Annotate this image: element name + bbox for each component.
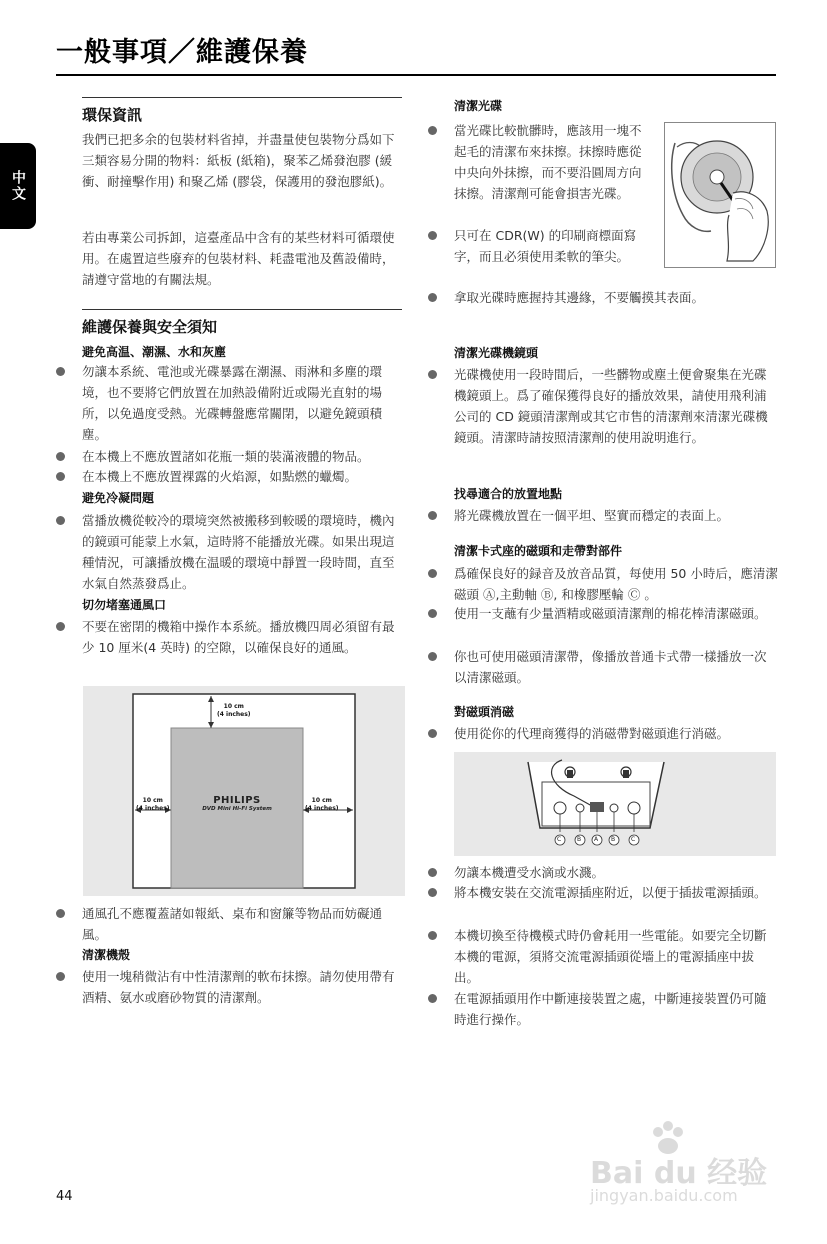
watermark-url: jingyan.baidu.com — [590, 1186, 738, 1205]
subheading-lens: 清潔光碟機鏡頭 — [454, 346, 539, 360]
fig-right-distance-inches: (4 inches) — [305, 805, 339, 812]
watermark-logo-text: Bai du 经验 — [590, 1156, 768, 1191]
subheading-tape-heads: 清潔卡式座的磁頭和走帶對部件 — [454, 544, 623, 558]
fig-left-distance: 10 cm — [142, 797, 163, 804]
tape-label-c-right: C — [631, 836, 636, 843]
fig-right-distance: 10 cm — [311, 797, 332, 804]
title-rule — [56, 74, 776, 76]
bullet-safety-1: 勿讓本機遭受水滴或水濺。 — [428, 862, 778, 883]
page-number: 44 — [56, 1189, 73, 1204]
ventilation-figure — [83, 686, 405, 896]
language-tab: 中文 — [0, 143, 36, 229]
subheading-placement: 找尋適合的放置地點 — [454, 487, 563, 501]
subheading-disc: 清潔光碟 — [454, 99, 503, 113]
bullet-heat-2: 在本機上不應放置諸如花瓶一類的裝滿液體的物品。 — [56, 446, 406, 467]
bullet-disc-2: 只可在 CDR(W) 的印刷商標面寫字，而且必須使用柔軟的筆尖。 — [428, 225, 648, 267]
bullet-safety-3: 本機切換至待機模式時仍會耗用一些電能。如要完全切斷本機的電源，須將交流電源插頭從墻上的電源插座中拔出。 — [428, 925, 778, 988]
bullet-demagnetize: 使用從你的代理商獲得的消磁帶對磁頭進行消磁。 — [428, 723, 778, 744]
section-heading-care: 維護保養與安全須知 — [82, 309, 402, 337]
bullet-lens: 光碟機使用一段時間后，一些髒物或塵土便會聚集在光碟機鏡頭上。爲了確保獲得良好的播放效果，請使用飛利浦公司的 CD 鏡頭清潔劑或其它市售的清潔劑來清潔光碟機鏡頭。清潔時請按照清潔劑的使用說明進行。 — [428, 364, 778, 448]
section-heading-environment: 環保資訊 — [82, 97, 402, 125]
subheading-demagnetize: 對磁頭消磁 — [454, 705, 515, 719]
tape-label-b-left: B — [577, 836, 582, 843]
subheading-heat: 避免高温、潮濕、水和灰塵 — [82, 345, 227, 359]
bullet-disc-3: 拿取光碟時應握持其邊緣，不要觸摸其表面。 — [428, 287, 778, 308]
tape-label-b-right: B — [611, 836, 616, 843]
bullet-disc-1: 當光碟比較骯髒時，應該用一塊不起毛的清潔布來抹擦。抹擦時應從中央向外抹擦，而不要沿圓周方向抹擦。清潔劑可能會損害光碟。 — [428, 120, 648, 204]
bullet-tape-heads-1: 爲確保良好的録音及放音品質，每使用 50 小時后，應清潔磁頭 Ⓐ,主動軸 Ⓑ, 和橡膠壓輪 Ⓒ 。 — [428, 563, 778, 605]
bullet-tape-heads-3: 你也可使用磁頭清潔帶，像播放普通卡式帶一樣播放一次以清潔磁頭。 — [428, 646, 778, 688]
disc-cleaning-figure — [664, 122, 776, 268]
bullet-tape-heads-2: 使用一支蘸有少量酒精或磁頭清潔劑的棉花棒清潔磁頭。 — [428, 603, 778, 624]
fig-top-distance-inches: (4 inches) — [217, 711, 251, 718]
bullet-heat-1: 勿讓本系統、電池或光碟暴露在潮濕、雨淋和多塵的環境，也不要將它們放置在加熱設備附近或陽光直射的場所，以免過度受熱。光碟轉盤應常關閉，以避免鏡頭積塵。 — [56, 361, 406, 445]
tape-label-a: A — [594, 836, 599, 843]
bullet-placement: 將光碟機放置在一個平坦、堅實而穩定的表面上。 — [428, 505, 778, 526]
env-paragraph-1: 我們已把多余的包裝材料省掉，并盡量使包裝物分爲如下三類容易分開的物料：紙板 (紙箱)，聚苯乙烯發泡膠 (緩衝、耐撞擊作用) 和聚乙烯 (膠袋，保護用的發泡膠紙)。 — [82, 132, 395, 189]
fig-left-distance-inches: (4 inches) — [136, 805, 170, 812]
watermark — [590, 1118, 790, 1208]
bullet-ventilation-1: 不要在密閉的機箱中操作本系統。播放機四周必須留有最少 10 厘米(4 英時) 的空隙，以確保良好的通風。 — [56, 616, 406, 658]
fig-brand: PHILIPS — [213, 795, 261, 806]
disc-cleaning-illustration — [665, 123, 775, 267]
bullet-safety-2: 將本機安裝在交流電源插座附近，以便于插拔電源插頭。 — [428, 882, 778, 903]
tape-deck-figure — [454, 752, 776, 856]
subheading-ventilation: 切勿堵塞通風口 — [82, 598, 167, 612]
bullet-casing: 使用一塊稍微沾有中性清潔劑的軟布抹擦。請勿使用帶有酒精、氨水或磨砂物質的清潔劑。 — [56, 966, 406, 1008]
fig-top-distance: 10 cm — [223, 703, 244, 710]
bullet-ventilation-2: 通風孔不應覆蓋諸如報紙、桌布和窗簾等物品而妨礙通風。 — [56, 903, 406, 945]
tape-label-c-left: C — [557, 836, 562, 843]
fig-model: DVD Mini Hi-Fi System — [202, 806, 272, 812]
env-paragraph-2: 若由專業公司拆卸，這臺產品中含有的某些材料可循環使用。在處置這些廢弃的包裝材料、耗盡電池及舊設備時，請遵守當地的有關法規。 — [82, 230, 395, 287]
bullet-condensation: 當播放機從較冷的環境突然被搬移到較暖的環境時，機內的鏡頭可能蒙上水氣，這時將不能播放光碟。如果出現這種情況，可讓播放機在温暖的環境中靜置一段時間，直至水氣自然蒸發爲止。 — [56, 510, 406, 594]
subheading-condensation: 避免冷凝問題 — [82, 491, 155, 505]
bullet-heat-3: 在本機上不應放置裸露的火焰源，如點燃的蠟燭。 — [56, 466, 406, 487]
subheading-casing: 清潔機殼 — [82, 948, 131, 962]
bullet-safety-4: 在電源插頭用作中斷連接裝置之處，中斷連接裝置仍可隨時進行操作。 — [428, 988, 778, 1030]
page-title: 一般事項／維護保養 — [56, 37, 308, 68]
